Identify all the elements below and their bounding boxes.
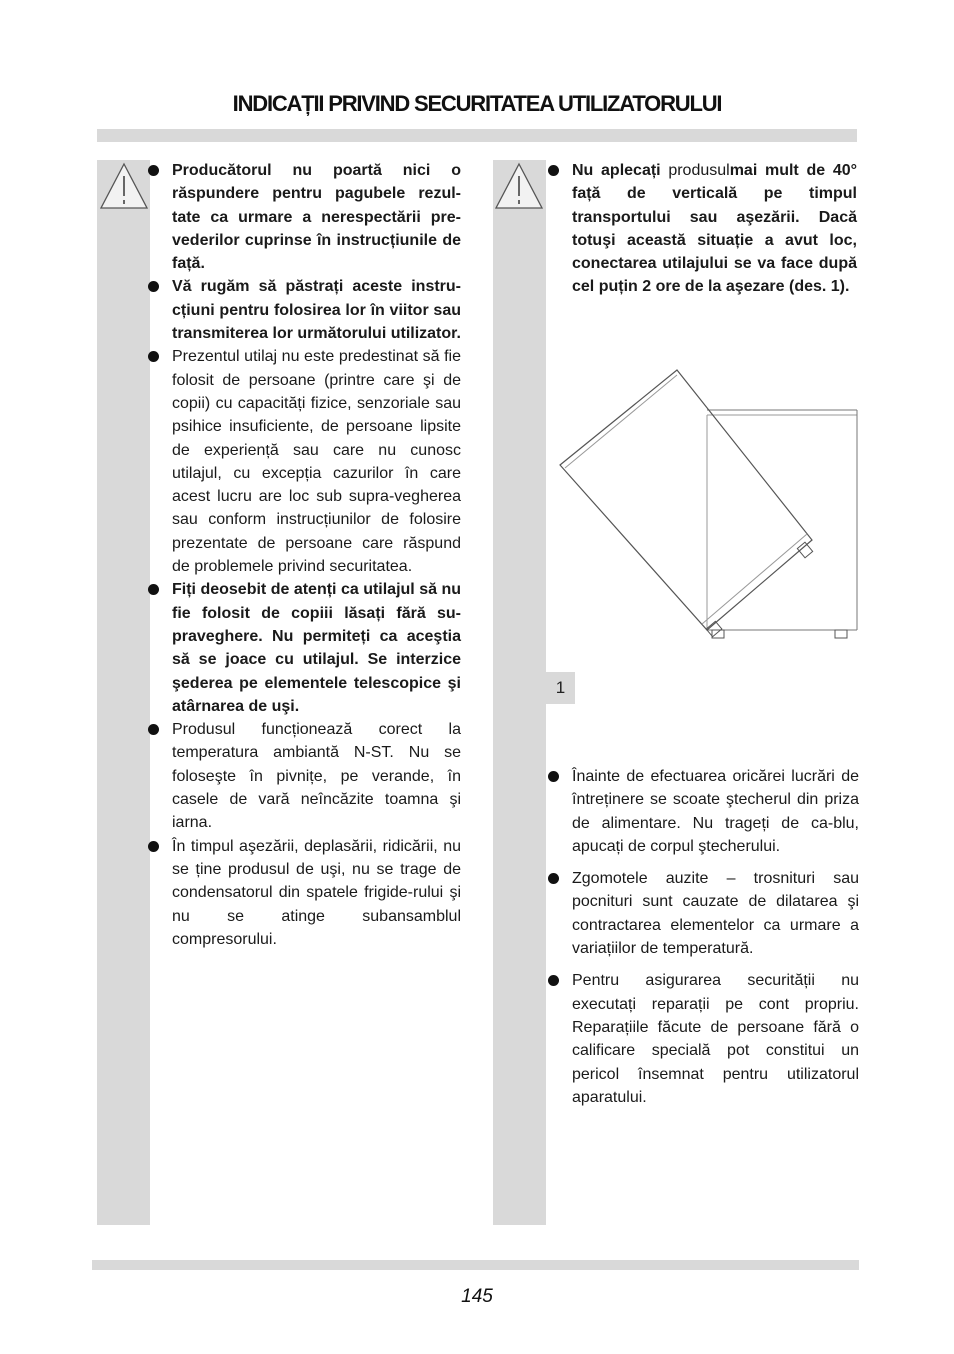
list-item-text: În timpul aşezării, deplasării, ridicării, nu se ține produsul de uşi, nu se trage de condensatorul din spatele frigide-rului şi nu se atinge subansamblul compresorului. <box>172 837 461 948</box>
warning-text-regular: produsul <box>660 162 730 179</box>
list-item-text: Înainte de efectuarea oricărei lucrări de întreținere se scoate ştecherul din priza de alimentare. Nu trageți de ca-blu, apucați de corpul ştecherului. <box>572 768 859 855</box>
bullet-icon <box>148 724 159 735</box>
list-item <box>148 718 461 834</box>
warning-triangle-icon <box>494 162 544 210</box>
right-warning-column <box>548 159 857 299</box>
page-number: 145 <box>461 1286 493 1307</box>
bullet-icon <box>148 351 159 362</box>
list-item-text: Zgomotele auzite – trosnituri sau pocnituri sunt cauzate de dilatarea şi contractarea elementelor ca urmare a variațiilor de temperatură. <box>572 870 859 958</box>
footer-divider-bar <box>92 1260 859 1270</box>
list-item-text: Vă rugăm să păstrați aceste instru-cțiuni pentru folosirea lor în viitor sau transmiterea lor următorului utilizator. <box>172 278 461 343</box>
warning-triangle-icon <box>99 162 149 210</box>
list-item <box>148 345 461 578</box>
list-item <box>148 835 461 951</box>
warning-text-bold-cont: mai mult de 40° față de verticală pe timpul transportului sau aşezării. Dacă totuşi această situație a avut loc, conectarea utilajului se va face după cel puțin 2 ore de la aşezare (des. 1). <box>572 162 858 296</box>
left-instructions-column <box>148 159 461 951</box>
list-item <box>548 159 857 299</box>
bullet-icon <box>148 281 159 292</box>
list-item <box>148 275 461 345</box>
list-item-text: Producătorul nu poartă nici o răspundere pentru pagubele rezul-tate ca urmare a nerespectării pre-vederilor cuprinse în instrucțiunile de față. <box>172 162 461 273</box>
bullet-icon <box>148 584 159 595</box>
list-item-text: Pentru asigurarea securității nu executați reparații pe cont propriu. Reparațiile făcute de persoane fără o calificare specială pot constitui un pericol însemnat pentru utilizatorul aparatului. <box>572 972 859 1106</box>
list-item <box>548 867 859 960</box>
list-item <box>548 969 859 1109</box>
bullet-icon <box>148 841 159 852</box>
right-instructions-column <box>548 765 859 1116</box>
list-item-text: Prezentul utilaj nu este predestinat să fie folosit de persoane (printre care şi de copii) cu capacități fizice, senzoriale sau psihice insuficiente, de persoane lipsite de experiență sau care nu cunosc utilajul, cu excepția cazurilor în care acest lucru are loc sub supra-vegherea sau conform instrucțiunilor de folosire prezentate de persoane care răspund de problemele privind securitatea. <box>172 348 461 576</box>
list-item-text: Produsul funcționează corect la temperatura ambiantă N-ST. Nu se foloseşte în pivnițe, pe verande, în casele de vară neîncăzite toamna şi iarna. <box>172 721 461 832</box>
bullet-icon <box>148 165 159 176</box>
list-item-text: Fiți deosebit de atenți ca utilajul să nu fie folosit de copiii lăsați fără su-praveghere. Nu permiteți ca aceştia să se joace cu utilajul. Se interzice şederea pe elementele telescopice şi atârnarea de uşi. <box>172 581 461 715</box>
list-item <box>148 159 461 275</box>
list-item <box>548 765 859 858</box>
page-title: INDICAȚII PRIVIND SECURITATEA UTILIZATORULUI <box>232 91 722 116</box>
bullet-icon <box>548 771 559 782</box>
tilted-fridge-illustration <box>552 362 862 652</box>
list-item <box>148 578 461 718</box>
figure-number-label: 1 <box>546 672 575 704</box>
bullet-icon <box>548 873 559 884</box>
bullet-icon <box>548 165 559 176</box>
bullet-icon <box>548 975 559 986</box>
warning-text-bold: Nu aplecați <box>572 162 661 179</box>
right-sidebar-band <box>493 160 546 1225</box>
left-sidebar-band <box>97 160 150 1225</box>
header-divider-bar <box>97 129 857 142</box>
